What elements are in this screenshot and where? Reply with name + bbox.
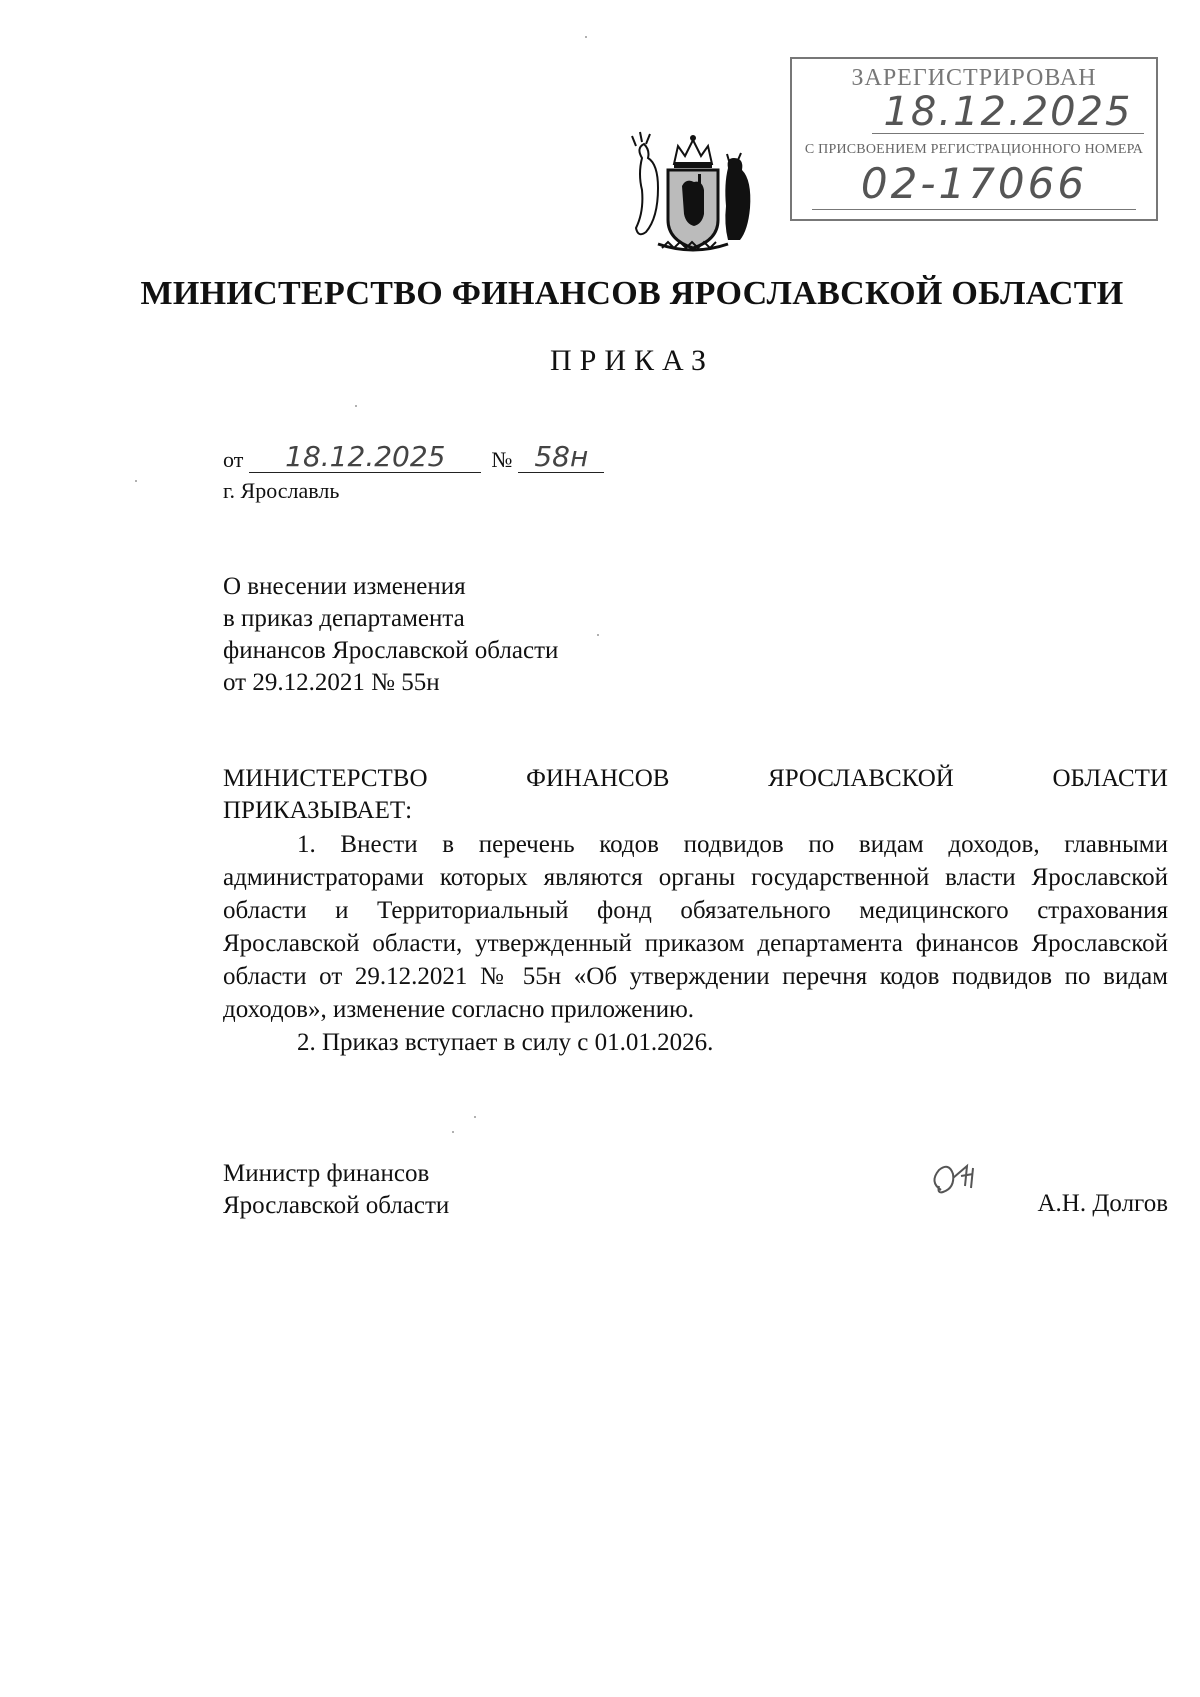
number-prefix: № [491,447,513,472]
stamp-caption: С ПРИСВОЕНИЕМ РЕГИСТРАЦИОННОГО НОМЕРА [804,142,1144,157]
signer-position-line: Министр финансов [223,1160,430,1187]
subject-line: О внесении изменения [223,573,466,600]
scan-speck [355,405,357,407]
order-date-number-line [223,442,604,473]
heading-word: ОБЛАСТИ [1052,765,1168,792]
heading-orders: ПРИКАЗЫВАЕТ: [223,797,413,824]
order-date: 18.12.2025 [249,442,481,473]
order-subject [223,571,558,699]
scan-speck [597,634,599,636]
scan-speck [135,480,137,482]
signer-position [223,1158,449,1222]
order-body [223,828,1168,1059]
heading-word: ФИНАНСОВ [526,765,670,792]
heading-word: МИНИСТЕРСТВО [223,765,428,792]
document-type: ПРИКАЗ [550,344,714,377]
order-item: 1. Внести в перечень кодов подвидов по видам доходов, главными администраторами которых являются органы государственной власти Ярославской области и Территориальный фонд обязательного медицинского страхования Ярославской области, утвержденный приказом департамента финансов Ярославской области от 29.12.2021 № 55н «Об утверждении перечня кодов подвидов по видам доходов», изменение согласно приложению. [223,831,1168,1023]
registration-stamp [790,57,1158,221]
stamp-registration-number: 02-17066 [812,159,1136,210]
scan-speck [585,36,587,38]
heading-word: ЯРОСЛАВСКОЙ [768,765,954,792]
signer-position-line: Ярославской области [223,1192,450,1219]
scan-speck [474,1116,476,1118]
subject-line: финансов Ярославской области [223,637,559,664]
stamp-title: ЗАРЕГИСТРИРОВАН [851,65,1097,91]
signer-name: А.Н. Долгов [1037,1190,1168,1217]
order-number: 58н [518,442,604,473]
date-prefix: от [223,447,244,472]
order-heading [223,763,1168,827]
scan-speck [452,1131,454,1133]
subject-line: от 29.12.2021 № 55н [223,669,440,696]
ministry-title: МИНИСТЕРСТВО ФИНАНСОВ ЯРОСЛАВСКОЙ ОБЛАСТИ [140,275,1124,312]
coat-of-arms-icon [628,128,758,256]
city: г. Ярославль [223,478,340,503]
handwritten-signature [927,1160,987,1206]
order-item: 2. Приказ вступает в силу с 01.01.2026. [297,1029,714,1056]
subject-line: в приказ департамента [223,605,465,632]
stamp-date: 18.12.2025 [872,89,1144,134]
